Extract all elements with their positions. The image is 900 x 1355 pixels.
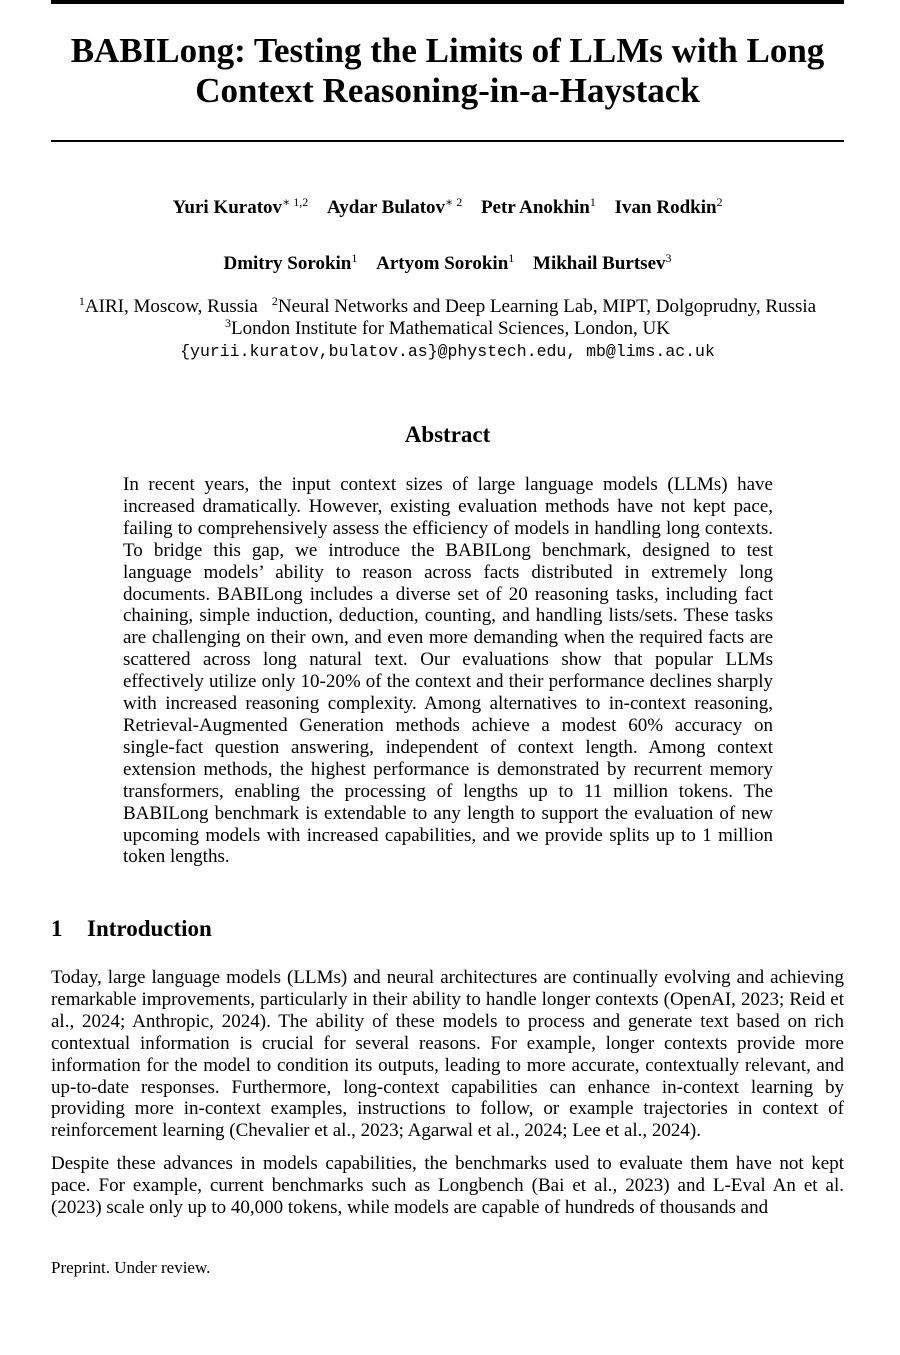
- authors-row-1: [40, 196, 855, 220]
- email-line: [40, 340, 855, 363]
- affiliation-line-1: $^1$AIRI, Moscow, Russia $^2$Neural Networks and Deep Learning Lab, MIPT, Dolgoprudny, Russia: [78, 294, 817, 317]
- author: Mikhail Burtsev$^3$: [533, 251, 672, 274]
- section-number: 1: [51, 916, 63, 941]
- authors-row-2: [40, 252, 855, 276]
- author: Aydar Bulatov$^{∗ 2}$: [326, 195, 463, 218]
- top-rule: [51, 0, 844, 4]
- abstract-text: In recent years, the input context sizes of large language models (LLMs) have increased dramatically. However, existing evaluation methods have not kept pace, failing to comprehensively assess the efficiency of models in handling long contexts. To bridge this gap, we introduce the BABILong benchmark, designed to test language models’ ability to reason across facts distributed in extremely long documents. BABILong includes a diverse set of 20 reasoning tasks, including fact chaining, simple induction, deduction, counting, and handling lists/sets. These tasks are challenging on their own, and even more demanding when the required facts are scattered across long natural text. Our evaluations show that popular LLMs effectively utilize only 10-20% of the context and their performance declines sharply with increased reasoning complexity. Among alternatives to in-context reasoning, Retrieval-Augmented Generation methods achieve a modest 60% accuracy on single-fact question answering, independent of context length. Among context extension methods, the highest performance is demonstrated by recurrent memory transformers, enabling the processing of lengths up to 11 million tokens. The BABILong benchmark is extendable to any length to support the evaluation of new upcoming models with increased capabilities, and we provide splits up to 1 million token lengths.: [123, 474, 773, 868]
- author-emails: {yurii.kuratov,bulatov.as}@phystech.edu, mb@lims.ac.uk: [180, 342, 715, 361]
- section-title: Introduction: [87, 916, 212, 941]
- author: Dmitry Sorokin$^1$: [223, 251, 358, 274]
- intro-paragraph-1: Today, large language models (LLMs) and neural architectures are continually evolving and achieving remarkable improvements, particularly in their ability to handle longer contexts (OpenAI, 2023; Reid et al., 2024; Anthropic, 2024). The ability of these models to process and generate text based on rich contextual information is crucial for several reasons. For example, longer contexts provide more information for the model to condition its outputs, leading to more accurate, contextually relevant, and up-to-date responses. Furthermore, long-context capabilities can enhance in-context learning by providing more in-context examples, instructions to follow, or example trajectories in context of reinforcement learning (Chevalier et al., 2023; Agarwal et al., 2024; Lee et al., 2024).: [51, 967, 844, 1142]
- author: Artyom Sorokin$^1$: [376, 251, 515, 274]
- author: Ivan Rodkin$^2$: [614, 195, 723, 218]
- section-heading-introduction: [51, 914, 212, 944]
- author: Petr Anokhin$^1$: [480, 195, 596, 218]
- footer-note: Preprint. Under review.: [51, 1258, 211, 1277]
- author: Yuri Kuratov$^{∗ 1,2}$: [172, 195, 309, 218]
- title-bottom-rule: [51, 140, 844, 142]
- abstract-heading: Abstract: [404, 422, 491, 447]
- affiliations: [40, 296, 855, 363]
- paper-title: BABILong: Testing the Limits of LLMs with Long Context Reasoning-in-a-Haystack: [70, 31, 825, 110]
- affiliation-line-2: $^3$London Institute for Mathematical Sciences, London, UK: [224, 316, 670, 339]
- intro-paragraph-2: Despite these advances in models capabilities, the benchmarks used to evaluate them have not kept pace. For example, current benchmarks such as Longbench (Bai et al., 2023) and L-Eval An et al. (2023) scale only up to 40,000 tokens, while models are capable of hundreds of thousands and: [51, 1153, 844, 1218]
